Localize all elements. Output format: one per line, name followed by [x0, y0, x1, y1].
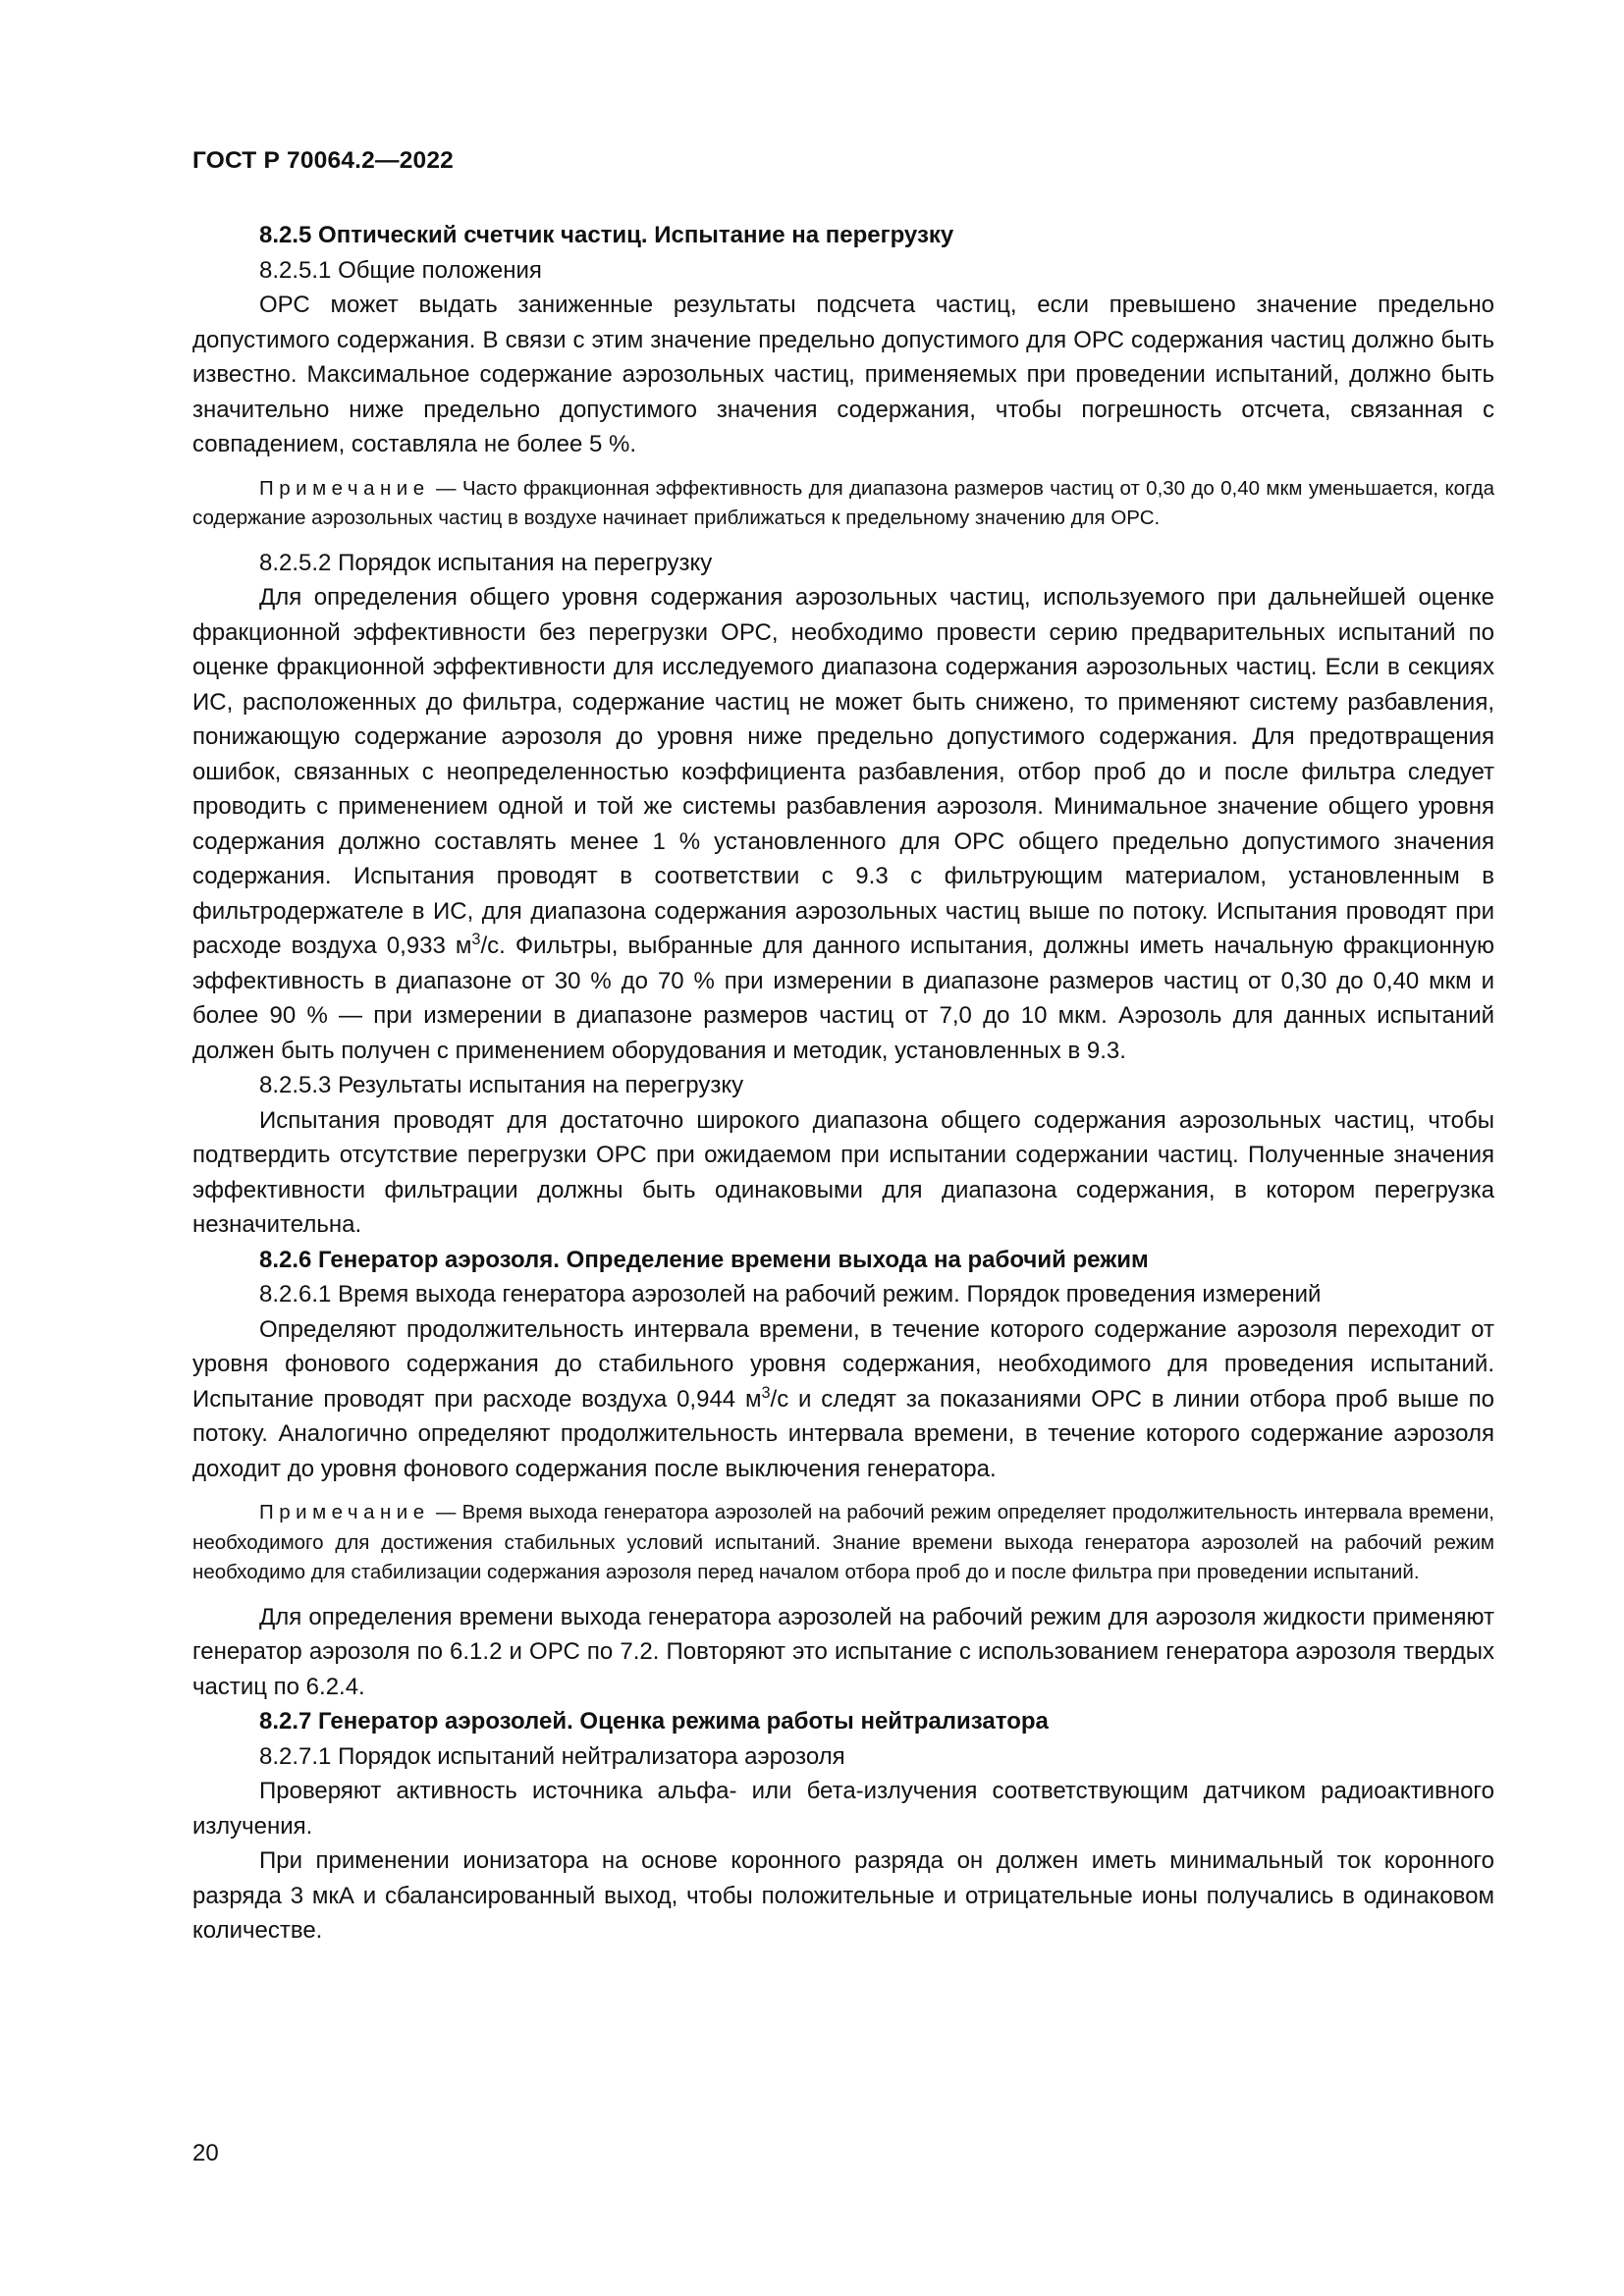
paragraph: ОРС может выдать заниженные результаты подсчета частиц, если превышено значение предельно допустимого содержания. В связи с этим значение предельно допустимого для ОРС содержания частиц должно быть известно. Максимальное содержание аэрозольных частиц, применяемых при проведении испытаний, должно быть значительно ниже предельно допустимого значения содержания, чтобы погрешность отсчета, связанная с совпадением, составляла не более 5 %. [192, 292, 1494, 457]
subsection-heading-8-2-7-1: 8.2.7.1 Порядок испытаний нейтрализатора аэрозоля [259, 1742, 845, 1770]
section-heading-8-2-5: 8.2.5 Оптический счетчик частиц. Испытание на перегрузку [259, 222, 954, 248]
note-label: Примечание [259, 476, 430, 500]
subsection-heading-8-2-5-3: 8.2.5.3 Результаты испытания на перегрузку [259, 1072, 744, 1098]
note-1 [192, 474, 1494, 534]
note-text: — Часто фракционная эффективность для диапазона размеров частиц от 0,30 до 0,40 мкм уменьшается, когда содержание аэрозольных частиц в воздухе начинает приближаться к предельному значению для ОРС. [192, 476, 1494, 529]
superscript: 3 [471, 931, 481, 949]
paragraph: Для определения времени выхода генератора аэрозолей на рабочий режим для аэрозоля жидкости применяют генератор аэрозоля по 6.1.2 и ОРС по 7.2. Повторяют это испытание с использованием генератора аэрозоля твердых частиц по 6.2.4. [192, 1603, 1494, 1700]
paragraph: При применении ионизатора на основе коронного разряда он должен иметь минимальный ток коронного разряда 3 мкА и сбалансированный выход, чтобы положительные и отрицательные ионы получались в одинаковом количестве. [192, 1847, 1494, 1944]
paragraph-text: Для определения общего уровня содержания аэрозольных частиц, используемого при дальнейшей оценке фракционной эффективности без перегрузки ОРС, необходимо провести серию предварительных испытаний по оценке фракционной эффективности для исследуемого диапазона содержания аэрозольных частиц. Если в секциях ИС, расположенных до фильтра, содержание частиц не может быть снижено, то применяют систему разбавления, понижающую содержание аэрозоля до уровня ниже предельно допустимого содержания. Для предотвращения ошибок, связанных с неопределенностью коэффициента разбавления, отбор проб до и после фильтра следует проводить с применением одной и той же системы разбавления аэрозоля. Минимальное значение общего уровня содержания должно составлять менее 1 % установленного для ОРС общего предельно допустимого значения содержания. Испытания проводят в соответствии с 9.3 с фильтрующим материалом, установленным в фильтродержателе в ИС, для диапазона содержания аэрозольных частиц выше по потоку. Испытания проводят при расходе воздуха 0,933 м [192, 584, 1494, 959]
page-number: 20 [192, 2140, 219, 2166]
note-label: Примечание [259, 1501, 430, 1523]
paragraph [192, 580, 1494, 1068]
section-heading-8-2-6: 8.2.6 Генератор аэрозоля. Определение времени выхода на рабочий режим [259, 1246, 1149, 1273]
document-body [192, 218, 1494, 1949]
paragraph-text: Определяют продолжительность интервала времени, в течение которого содержание аэрозоля переходит от уровня фонового содержания до стабильного уровня содержания, необходимого для проведения испытаний. Испытание проводят при расходе воздуха 0,944 м [192, 1315, 1494, 1413]
paragraph-text: /с и следят за показаниями ОРС в линии отбора проб выше по потоку. Аналогично определяют продолжительность интервала времени, в течение которого содержание аэрозоля доходит до уровня фонового содержания после выключения генератора. [192, 1385, 1495, 1482]
paragraph-text: /с. Фильтры, выбранные для данного испытания, должны иметь начальную фракционную эффективность в диапазоне от 30 % до 70 % при измерении в диапазоне размеров частиц от 0,30 до 0,40 мкм и более 90 % — при измерении в диапазоне размеров частиц от 7,0 до 10 мкм. Аэрозоль для данных испытаний должен быть получен с применением оборудования и методик, установленных в 9.3. [192, 933, 1494, 1064]
section-heading-8-2-7: 8.2.7 Генератор аэрозолей. Оценка режима работы нейтрализатора [259, 1708, 1049, 1735]
paragraph: Проверяют активность источника альфа- или бета-излучения соответствующим датчиком радиоактивного излучения. [192, 1778, 1494, 1840]
superscript: 3 [761, 1383, 771, 1402]
subsection-heading-8-2-5-2: 8.2.5.2 Порядок испытания на перегрузку [259, 549, 713, 576]
subsection-heading-8-2-5-1: 8.2.5.1 Общие положения [259, 256, 542, 284]
document-header: ГОСТ Р 70064.2—2022 [192, 147, 454, 174]
note-text: — Время выхода генератора аэрозолей на рабочий режим определяет продолжительность интервала времени, необходимого для достижения стабильных условий испытаний. Знание времени выхода генератора аэрозолей на рабочий режим необходимо для стабилизации содержания аэрозоля перед началом отбора проб до и после фильтра при проведении испытаний. [192, 1501, 1494, 1583]
paragraph [192, 1312, 1494, 1487]
note-2 [192, 1498, 1494, 1588]
subsection-heading-8-2-6-1: 8.2.6.1 Время выхода генератора аэрозолей на рабочий режим. Порядок проведения измерений [259, 1281, 1322, 1308]
paragraph: Испытания проводят для достаточно широкого диапазона общего содержания аэрозольных частиц, чтобы подтвердить отсутствие перегрузки ОРС при ожидаемом при испытании содержании частиц. Полученные значения эффективности фильтрации должны быть одинаковыми для диапазона содержания, в котором перегрузка незначительна. [192, 1106, 1494, 1238]
